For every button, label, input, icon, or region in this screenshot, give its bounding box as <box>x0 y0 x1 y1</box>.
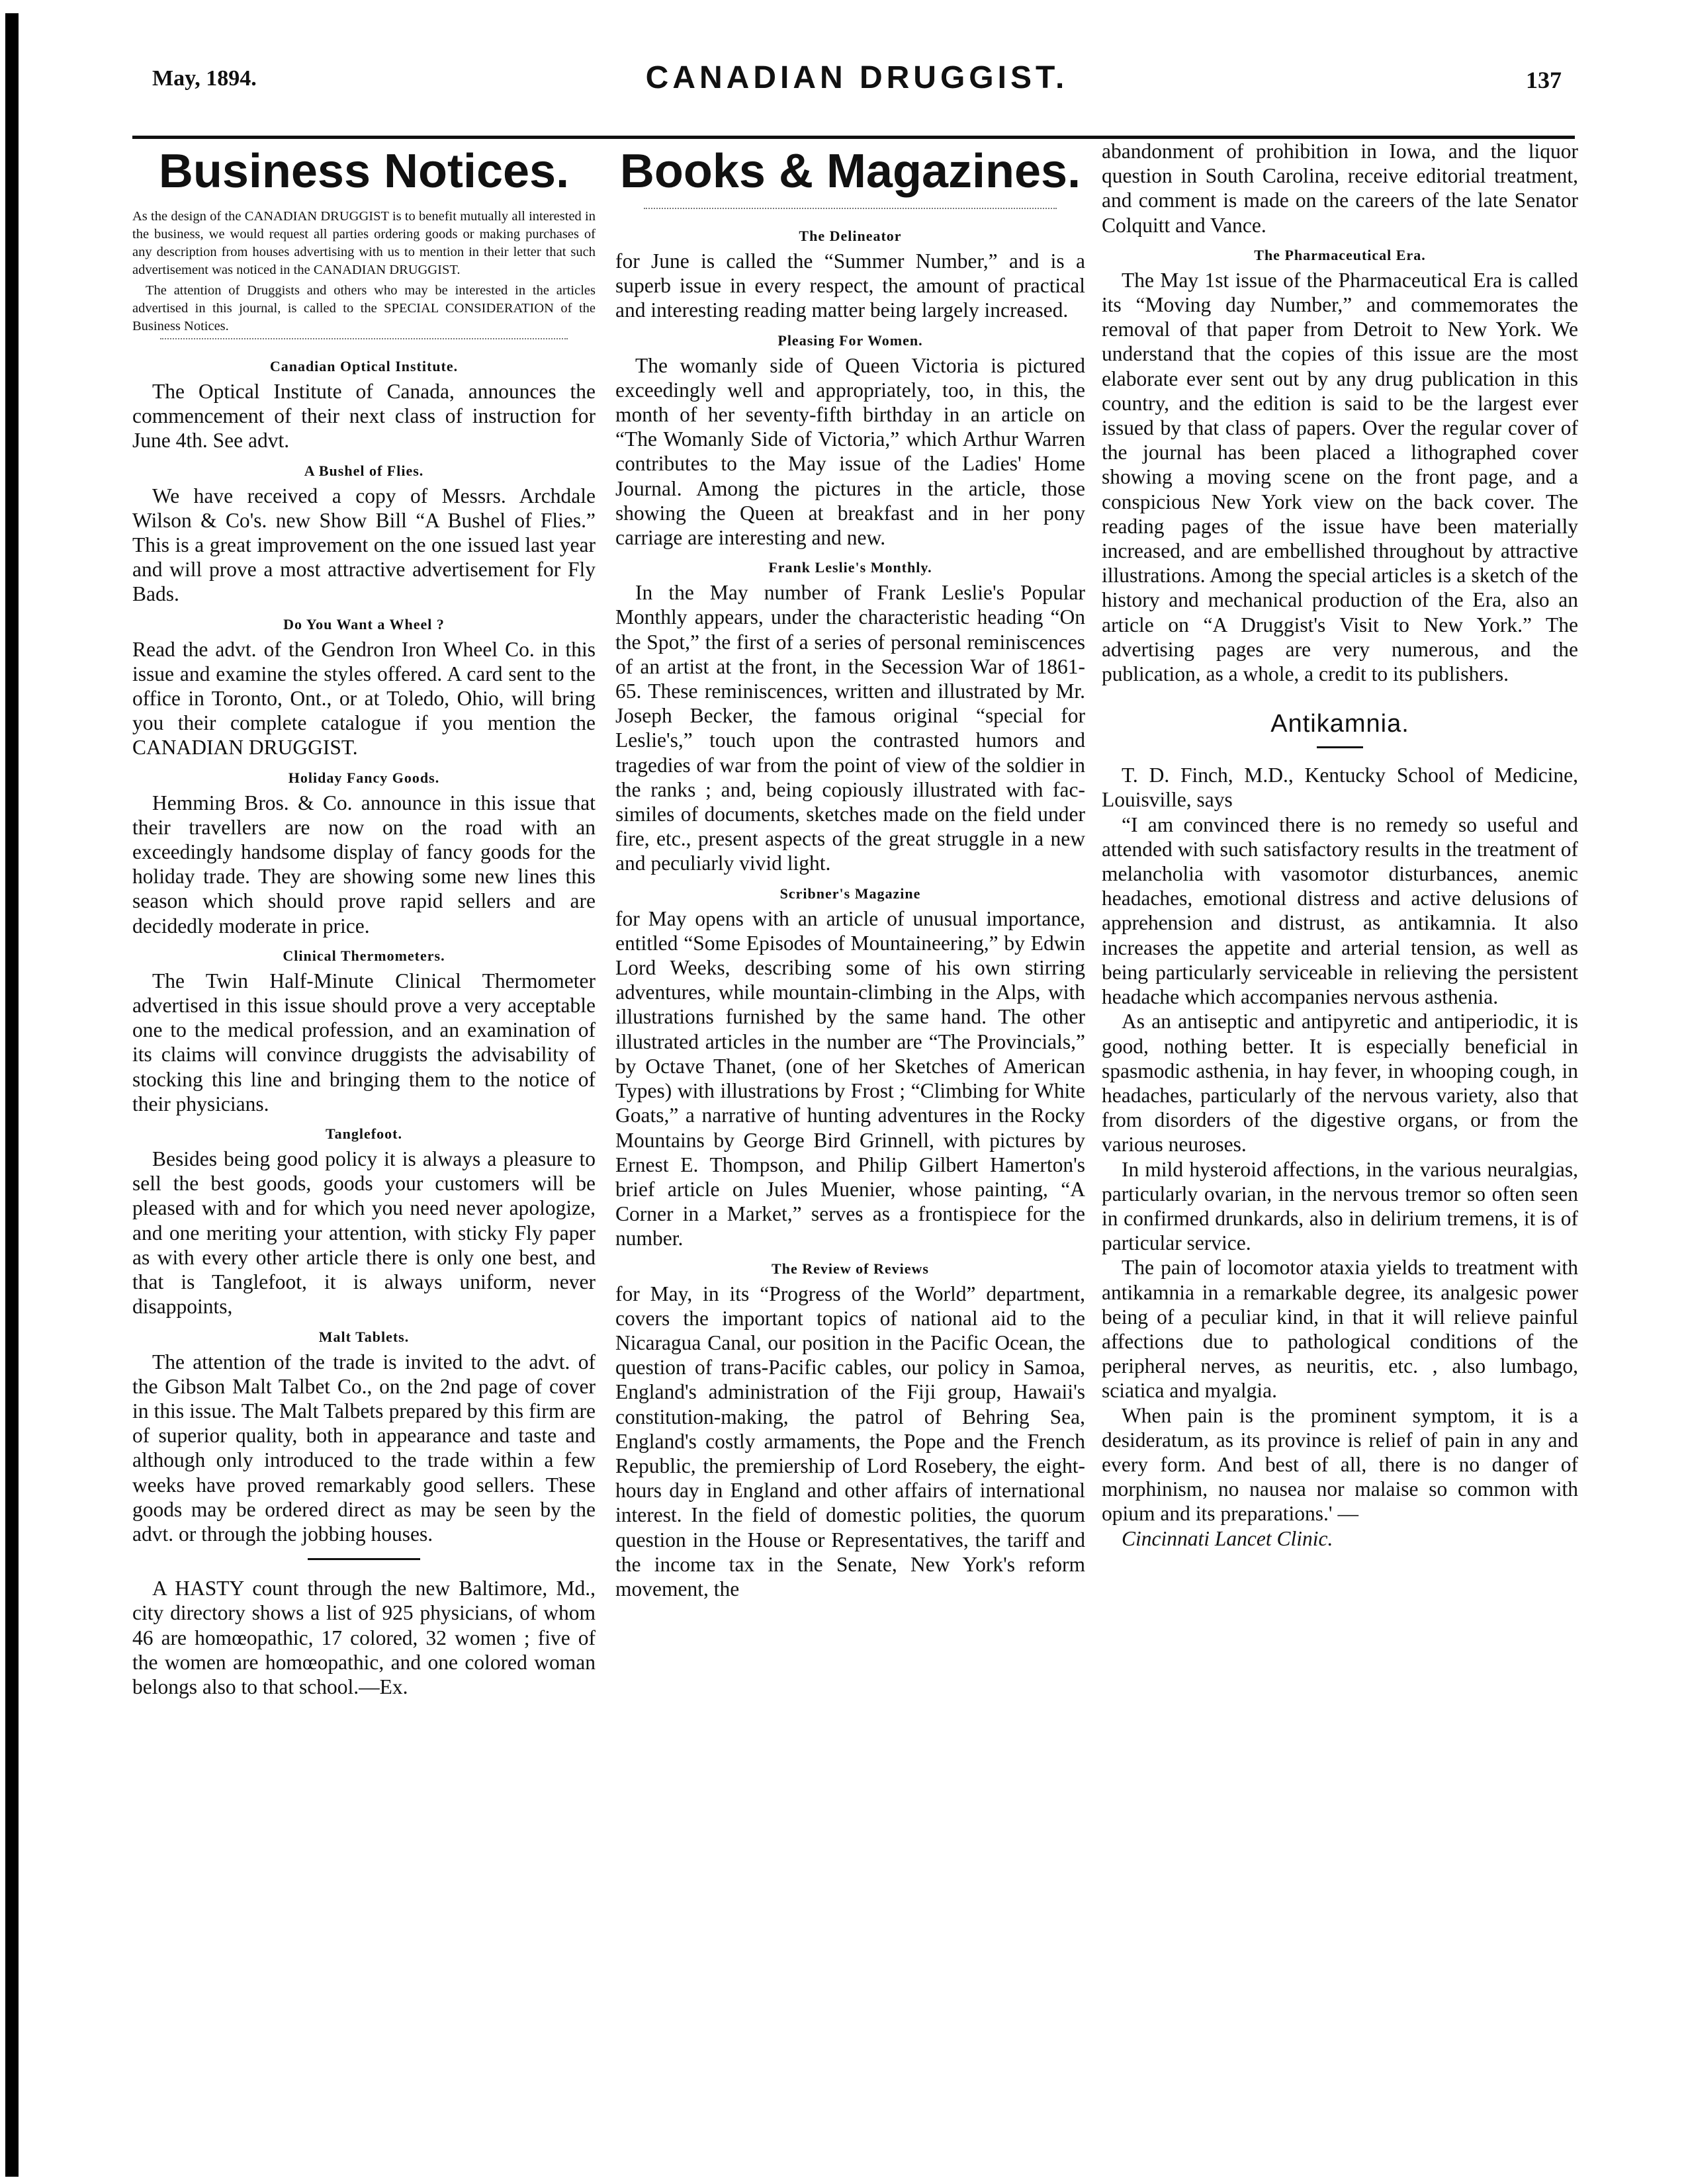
article-text: In mild hysteroid affections, in the various neuralgias, particularly ovarian, in the nervous tremor so often seen in confirmed drunkards, also in delirium tremens, it is of particular service. <box>1102 1157 1578 1255</box>
divider <box>644 208 1057 218</box>
article-heading: Antikamnia. <box>1270 710 1409 738</box>
notice-text: A HASTY count through the new Baltimore, Md., city directory shows a list of 925 physicians, of whom 46 are homœopathic, 17 colored, 32 women ; five of the women are homœopathic, and one colored woman belongs also to that school.—Ex. <box>132 1577 596 1698</box>
page-edge-bar <box>5 13 19 2177</box>
notice-title: Holiday Fancy Goods. <box>288 769 440 786</box>
notice-text: The attention of the trade is invited to the advt. of the Gibson Malt Talbet Co., on the 2nd page of cover in this issue. The Malt Talbets prepared by this firm are of superior quality, both in appearance and taste and although only introduced to the trade within a few weeks have proved remarkably good sellers. These goods may be ordered direct as may be seen by the advt. or through the jobbing houses. <box>132 1350 596 1546</box>
article-text: T. D. Finch, M.D., Kentucky School of Medicine, Louisville, says <box>1102 764 1578 812</box>
page-number: 137 <box>1526 67 1562 93</box>
magazine-title: The Pharmaceutical Era. <box>1254 246 1426 263</box>
intro-note: The attention of Druggists and others who may be interested in the articles advertised in this journal, is called to the SPECIAL CONSIDERATION of the Business Notices. <box>132 283 596 333</box>
magazine-title: The Review of Reviews <box>772 1260 929 1277</box>
issue-date: May, 1894. <box>152 66 257 91</box>
article-text: When pain is the prominent symptom, it is a desideratum, as its province is relief of pain in any and every form. And best of all, there is no danger of morphinism, no nausea nor malaise so common with opium and its preparations.' — <box>1102 1403 1578 1526</box>
journal-title: CANADIAN DRUGGIST. <box>645 60 1069 95</box>
section-heading: Books & Magazines. <box>619 145 1081 198</box>
notice-text: The Optical Institute of Canada, announces the commencement of their next class of instruction for June 4th. See advt. <box>132 380 596 453</box>
article-text: The pain of locomotor ataxia yields to treatment with antikamnia in a remarkable degree, its analgesic power being of a peculiar kind, in that it will relieve painful affections due to pathological conditions of the peripheral nerves, as neuritis, etc. , also lumbago, sciatica and myalgia. <box>1102 1256 1578 1403</box>
magazine-text: In the May number of Frank Leslie's Popular Monthly appears, under the characteristic heading “On the Spot,” the first of a series of personal reminiscences of an artist at the front, in the Secession War of 1861-65. These reminiscences, written and illustrated by Mr. Joseph Becker, the famous original “special for Leslie's,” touch upon the contrasted humors and tragedies of war from the point of view of the soldier in the ranks ; and, being copiously illustrated with fac-similes of documents, sketches made on the field under fire, etc., present aspects of the great struggle in a new and peculiarly vivid light. <box>615 581 1085 875</box>
page-header <box>152 60 1562 106</box>
magazine-text: The May 1st issue of the Pharmaceutical Era is called its “Moving day Number,” and commemorates the removal of that paper from Detroit to New York. We understand that the copies of this issue are the most elaborate ever sent out by any drug publication in this country, and the edition is said to be the largest ever issued by that class of papers. Over the regular cover of the journal has been placed a lithographed cover showing a moving scene on the front page, and a conspicious New York view on the back cover. The reading pages of the issue have been materially increased, and are embellished throughout by attractive illustrations. Among the special articles is a sketch of the history and mechanical production of the Era, also an article on “A Druggist's Visit to New York.” The advertising pages are very numerous, and the publication, as a whole, a credit to its publishers. <box>1102 268 1578 686</box>
magazine-text: for June is called the “Summer Number,” and is a superb issue in every respect, the amount of practical and interesting reading matter being largely increased. <box>615 249 1085 322</box>
article-text: “I am convinced there is no remedy so useful and attended with such satisfactory results in the treatment of melancholia with vasomotor disturbances, anemic headaches, emotional distress and active delusions of apprehension and distrust, as antikamnia. It also increases the appetite and arterial tension, as well as being particularly serviceable in relieving the persistent headache which accompanies nervous asthenia. <box>1102 812 1578 1009</box>
notice-title: Clinical Thermometers. <box>283 947 445 964</box>
column-books-magazines <box>615 139 1085 2157</box>
magazine-title: Frank Leslie's Monthly. <box>768 559 932 576</box>
notice-title: Canadian Optical Institute. <box>269 358 459 374</box>
section-heading: Business Notices. <box>158 145 570 198</box>
intro-note: As the design of the CANADIAN DRUGGIST is to benefit mutually all interested in the business, we would request all parties ordering goods or making purchases of any description from houses advertising with us to mention in their letter that such advertisement was noticed in the CANADIAN DRUGGIST. <box>132 209 596 277</box>
notice-title: Tanglefoot. <box>326 1125 402 1143</box>
notice-text: Besides being good policy it is always a pleasure to sell the best goods, goods your customers will be pleased with and for which you need never apologize, and one meriting your attention, with sticky Fly paper as with every other article there is only one best, and that is Tanglefoot, it is always uniform, never disappoints, <box>132 1147 596 1319</box>
magazine-title: Pleasing For Women. <box>777 331 923 349</box>
notice-title: Do You Want a Wheel ? <box>283 615 445 633</box>
notice-text: Read the advt. of the Gendron Iron Wheel Co. in this issue and examine the styles offered. A card sent to the office in Toronto, Ont., or at Toledo, Ohio, will bring you their complete catalogue if you mention the CANADIAN DRUGGIST. <box>132 637 596 760</box>
notice-text: We have received a copy of Messrs. Archdale Wilson & Co's. new Show Bill “A Bushel of Flies.” This is a great improvement on the one issued last year and will prove a most attractive advertisement for Fly Bads. <box>132 484 596 606</box>
column-business-notices <box>132 139 596 2157</box>
magazine-text: abandonment of prohibition in Iowa, and the liquor question in South Carolina, receive editorial treatment, and comment is made on the careers of the late Senator Colquitt and Vance. <box>1102 140 1578 237</box>
article-source: Cincinnati Lancet Clinic. <box>1122 1526 1333 1550</box>
magazine-text: for May, in its “Progress of the World” department, covers the important topics of national aid to the Nicaragua Canal, our position in the Pacific Ocean, the question of trans-Pacific cables, our policy in Samoa, England's administration of the Fiji group, Hawaii's constitution-making, the patrol of Behring Sea, England's costly armaments, the Pope and the French Republic, the premiership of Lord Rosebery, the eight-hours day in England and other affairs of international interest. In the field of domestic polities, the quorum question in the House or Representatives, the tariff and the income tax in the Senate, New York's reform movement, the <box>615 1282 1085 1600</box>
column-continued <box>1102 139 1578 2157</box>
notice-title: A Bushel of Flies. <box>304 462 424 479</box>
magazine-title: The Delineator <box>799 228 902 244</box>
divider <box>308 1558 420 1560</box>
article-text: As an antiseptic and antipyretic and antiperiodic, it is good, nothing better. It is especially beneficial in spasmodic asthenia, in hay fever, in whooping cough, in headaches, particularly of the nervous variety, also that from disorders of the digestive organs, or from the various neuroses. <box>1102 1010 1578 1157</box>
notice-text: Hemming Bros. & Co. announce in this issue that their travellers are now on the road with an exceedingly handsome display of fancy goods for the holiday trade. They are showing some new lines this season which should prove rapid sellers and are decidedly moderate in price. <box>132 791 596 938</box>
divider <box>160 338 568 349</box>
divider <box>1317 746 1363 748</box>
magazine-text: The womanly side of Queen Victoria is pictured exceedingly well and appropriately, too, in this, the month of her seventy-fifth birthday in an article on “The Womanly Side of Victoria,” which Arthur Warren contributes to the May issue of the Ladies' Home Journal. Among the pictures in the article, those showing the Queen at breakfast and in her pony carriage are interesting and new. <box>615 353 1085 550</box>
notice-title: Malt Tablets. <box>318 1328 410 1345</box>
magazine-text: for May opens with an article of unusual importance, entitled “Some Episodes of Mountaineering,” by Edwin Lord Weeks, describing some of his own stirring adventures, while mountain-climbing in the Alps, with illustrations furnished by the same hand. The other illustrated articles in the number are “The Provincials,” by Octave Thanet, (one of her Sketches of American Types) with illustrations by Frost ; “Climbing for White Goats,” a narrative of hunting adventures in the Rocky Mountains by George Bird Grinnell, with pictures by Ernest E. Thompson, and Philip Gilbert Hamerton's brief article on Jules Muenier, whose painting, “A Corner in a Market,” serves as a frontispiece for the number. <box>615 906 1085 1250</box>
notice-text: The Twin Half-Minute Clinical Thermometer advertised in this issue should prove a very acceptable one to the medical profession, and an examination of its claims will convince druggists the advisability of stocking this line and bringing them to the notice of their physicians. <box>132 969 596 1115</box>
magazine-title: Scribner's Magazine <box>779 885 921 902</box>
